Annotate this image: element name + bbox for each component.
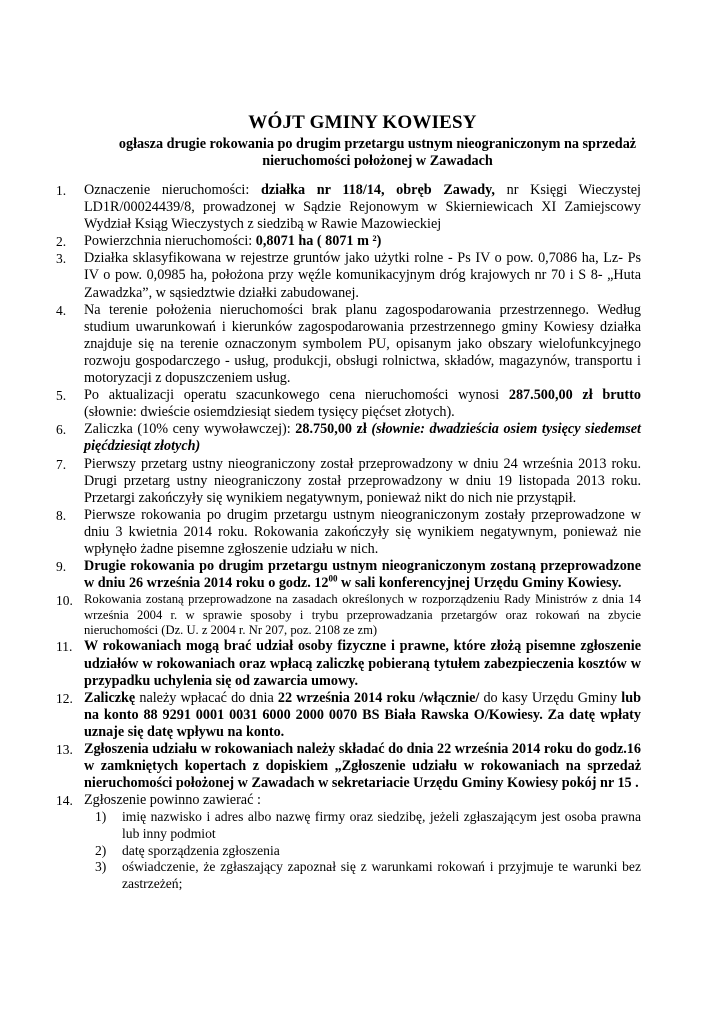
sub-list-item — [84, 843, 641, 860]
list-item — [56, 182, 642, 233]
document-subtitle: ogłasza drugie rokowania po drugim przetargu ustnym nieograniczonym na sprzedaż nieruchomości położonej w Zawadach — [118, 136, 637, 169]
list-item — [56, 301, 641, 387]
list-item — [56, 558, 641, 592]
list-item-text — [84, 792, 641, 809]
text-segment: lub na konto 88 9291 0001 0031 6000 2000 0070 BS Biała Rawska O/Kowiesy. Za datę wpłaty uznaje się datę wpływu na konto. — [84, 689, 642, 740]
list-item-number: 7. — [56, 456, 67, 472]
text-segment: nr Księgi Wieczystej LD1R/00024439/8, prowadzonej w Sądzie Rejonowym w Skierniewicach XI Zamiejscowy Wydział Ksiąg Wieczystych z siedzibą w Rawie Mazowieckiej — [84, 182, 642, 233]
list-item-number: 8. — [56, 507, 67, 523]
text-segment: W rokowaniach mogą brać udział osoby fizyczne i prawne, które złożą pisemne zgłoszenie udziałów w rokowaniach oraz wpłacą zaliczkę pobieraną tytułem zabezpieczenia kosztów w przypadku uchylenia się od zawarcia umowy. — [84, 638, 641, 689]
list-item — [56, 455, 641, 507]
sub-list-item-text: datę sporządzenia zgłoszenia — [122, 842, 280, 858]
sub-list-item-text: imię nazwisko i adres albo nazwę firmy oraz siedzibę, jeżeli zgłaszającym jest osoba prawna lub inny podmiot — [122, 809, 641, 841]
text-segment: Działka sklasyfikowana w rejestrze gruntów jako użytki rolne - Ps IV o pow. 0,7086 ha, Lz- Ps IV o pow. 0,0985 ha, położona przy węźle komunikacyjnym dróg krajowych nr 70 i S 8- „Huta Zawadzka”, w sąsiedztwie działki zabudowanej. — [84, 250, 641, 301]
text-segment: 28.750,00 zł — [295, 421, 367, 438]
text-segment: Na terenie położenia nieruchomości brak planu zagospodarowania przestrzennego. Według studium uwarunkowań i kierunków zagospodarowania przestrzennego gminy Kowiesy działka znajduje się na terenie oznaczonym symbolem PU, opisanym jako obszary wielofunkcyjnego rozwoju gospodarczego - usług, produkcji, obsługi rolnictwa, składów, magazynów, transportu i motoryzacji z dopuszczeniem usług. — [84, 301, 641, 387]
text-segment: 287.500,00 zł brutto — [508, 387, 641, 404]
text-segment: należy wpłacać do dnia — [135, 689, 278, 706]
list-item-text — [84, 592, 641, 638]
list-item-text — [84, 558, 641, 592]
list-item-number: 1. — [56, 183, 67, 198]
list-item-number: 13. — [56, 742, 73, 758]
list-item — [56, 592, 641, 638]
list-item — [56, 233, 641, 250]
document-title: WÓJT GMINY KOWIESY — [248, 112, 477, 133]
list-item-text — [84, 741, 641, 792]
text-segment: Zaliczka (10% ceny wywoławczej): — [84, 421, 296, 438]
text-segment: (słownie: dwieście osiemdziesiąt siedem tysięcy pięćset złotych). — [84, 404, 455, 421]
sub-list-item-number: 3) — [95, 859, 107, 875]
list-item-number: 11. — [56, 639, 73, 655]
list-item-number: 5. — [56, 388, 67, 404]
list-item-number: 10. — [56, 593, 73, 609]
list-item-text — [84, 690, 641, 741]
sub-list-item-number: 2) — [95, 842, 107, 858]
text-segment: Zgłoszenie powinno zawierać : — [84, 792, 261, 809]
text-segment: Rokowania zostaną przeprowadzone na zasadach określonych w rozporządzeniu Rady Ministrów z dnia 14 września 2004 r. w sprawie sposoby i trybu przeprowadzania przetargów oraz rokowań na zbycie nieruchomości (Dz. U. z 2004 r. Nr 207, poz. 2108 ze zm) — [84, 592, 641, 638]
sub-list-item-text: oświadczenie, że zgłaszający zapoznał się z warunkami rokowań i przyjmuje te warunki bez zastrzeżeń; — [122, 859, 641, 891]
list-item-text — [84, 638, 641, 689]
sub-list — [84, 809, 641, 892]
list-item-text — [84, 421, 641, 455]
list-item-number: 2. — [56, 234, 67, 250]
text-segment: do kasy Urzędu Gminy — [479, 689, 622, 706]
list-item — [56, 250, 641, 301]
list-item-number: 3. — [56, 251, 67, 267]
text-segment: Zgłoszenia udziału w rokowaniach należy składać do dnia 22 września 2014 roku do godz.16 w zamkniętych kopertach z dopiskiem „Zgłoszenie udziału w rokowaniach na sprzedaż nieruchomości położonej w Zawadach w sekretariacie Urzędu Gminy Kowiesy pokój nr 15 . — [84, 741, 641, 792]
list-item-text — [84, 250, 641, 301]
text-segment: 0,8071 ha ( 8071 m ²) — [255, 233, 382, 250]
text-segment: w sali konferencyjnej Urzędu Gminy Kowiesy. — [337, 575, 622, 592]
list-item-number: 12. — [56, 690, 73, 706]
text-segment: Zaliczkę — [84, 689, 136, 706]
list-item — [56, 792, 641, 892]
text-segment: Drugie rokowania po drugim przetargu ustnym nieograniczonym zostaną przeprowadzone w dniu 26 września 2014 roku o godz. 12 — [84, 558, 641, 592]
list-item-text — [84, 233, 641, 250]
list-item-text — [84, 507, 641, 558]
list-item — [56, 741, 641, 792]
list-item — [56, 638, 641, 689]
text-segment: (słownie: dwadzieścia osiem tysięcy siedemset pięćdziesiąt złotych) — [84, 421, 641, 455]
list-item-number: 6. — [56, 422, 67, 438]
numbered-list — [56, 182, 642, 892]
text-segment: 00 — [328, 573, 338, 584]
list-item-number: 4. — [56, 302, 67, 318]
list-item-text — [84, 456, 641, 507]
list-item-text — [84, 182, 641, 233]
list-item — [56, 689, 642, 741]
list-item — [56, 506, 641, 558]
sub-list-item — [84, 809, 641, 842]
list-item-text — [84, 302, 641, 387]
list-item-number: 9. — [56, 559, 67, 575]
text-segment: Pierwszy przetarg ustny nieograniczony został przeprowadzony w dniu 24 września 2013 roku. Drugi przetarg ustny nieograniczony został przeprowadzony w dniu 19 listopada 2013 roku. Przetargi zakończyły się wynikiem negatywnym, ponieważ nikt do nich nie przystąpił. — [84, 455, 641, 506]
text-segment: Po aktualizacji operatu szacunkowego cena nieruchomości wynosi — [84, 387, 509, 404]
text-segment: Oznaczenie nieruchomości: — [84, 182, 261, 198]
text-segment: działka nr 118/14, obręb Zawady, — [260, 182, 495, 198]
text-segment: Powierzchnia nieruchomości: — [84, 233, 256, 250]
list-item-text — [84, 387, 641, 421]
list-item — [56, 387, 641, 421]
sub-list-item-number: 1) — [95, 809, 107, 825]
text-segment: 22 września 2014 roku /włącznie/ — [277, 689, 480, 706]
list-item — [56, 421, 641, 455]
text-segment: Pierwsze rokowania po drugim przetargu ustnym nieograniczonym zostały przeprowadzone w dniu 3 kwietnia 2014 roku. Rokowania zakończyły się wynikiem negatywnym, ponieważ nie wpłynęło żadne pisemne zgłoszenie udziału w nich. — [84, 506, 641, 557]
sub-list-item — [84, 859, 641, 892]
list-item-number: 14. — [56, 793, 73, 809]
